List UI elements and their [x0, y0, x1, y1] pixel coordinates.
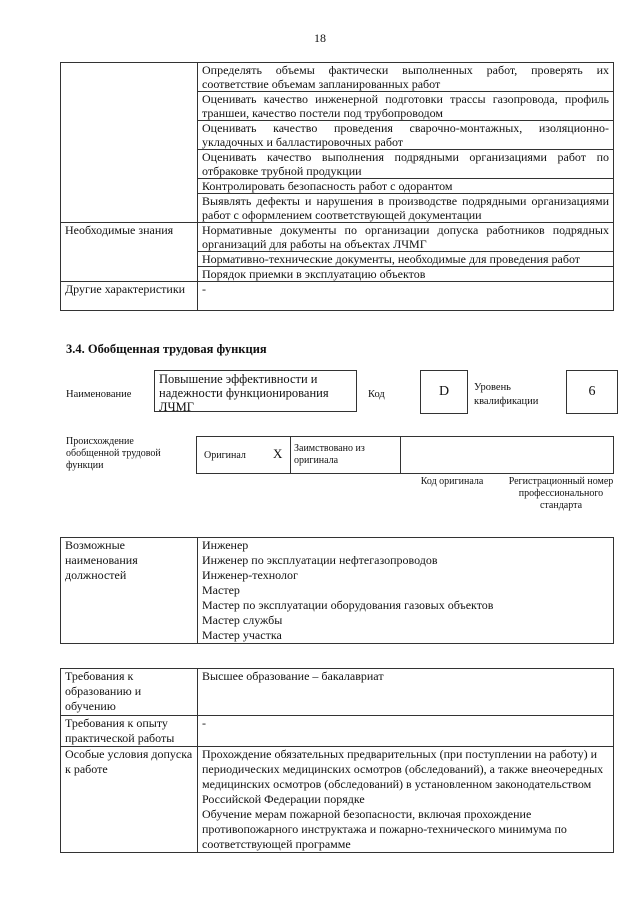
- requirements-table: [60, 668, 614, 853]
- name-label: Наименование: [66, 389, 132, 400]
- positions-table: [60, 537, 614, 644]
- skill-item: Оценивать качество выполнения подрядными организациями работ по отбраковке трубной продукции: [198, 150, 614, 179]
- education-key: Требования к образованию и обучению: [61, 669, 198, 716]
- code-original-label: Код оригинала: [420, 476, 484, 487]
- position-item: Мастер участка: [202, 628, 282, 642]
- level-value-box: [566, 370, 618, 414]
- function-name-value: Повышение эффективности и надежности функционирования ЛЧМГ: [159, 372, 329, 414]
- experience-value: -: [198, 716, 614, 747]
- position-item: Инженер по эксплуатации нефтегазопроводов: [202, 553, 438, 567]
- code-original-cell: [401, 437, 614, 473]
- code-value-box: [420, 370, 468, 414]
- origin-label: Происхождение обобщенной трудовой функции: [66, 436, 161, 471]
- skill-item: Оценивать качество проведения сварочно-монтажных, изоляционно-укладочных и балластировочных работ: [198, 121, 614, 150]
- page-number: 18: [314, 31, 326, 45]
- admission-item: Обучение мерам пожарной безопасности, включая прохождение противопожарного инструктажа и пожарно-технического минимума по соответствующей программе: [202, 807, 567, 851]
- code-label: Код: [368, 389, 385, 400]
- level-value: 6: [588, 384, 596, 399]
- skill-item: Выявлять дефекты и нарушения в производстве подрядными организациями работ с оформлением соответствующей документации: [198, 194, 614, 223]
- skill-item: Оценивать качество инженерной подготовки трассы газопровода, профиль траншеи, качество постели под трубопроводом: [198, 92, 614, 121]
- skills-key-cell: [61, 63, 198, 223]
- knowledge-key-cell: Необходимые знания: [61, 223, 198, 282]
- borrowed-label: Заимствовано из оригинала: [294, 443, 365, 466]
- borrowed-cell: [290, 437, 401, 473]
- position-item: Инженер-технолог: [202, 568, 298, 582]
- original-mark: X: [273, 446, 283, 461]
- position-item: Мастер по эксплуатации оборудования газовых объектов: [202, 598, 494, 612]
- knowledge-item: Нормативные документы по организации допуска работников подрядных организаций для работы на объектах ЛЧМГ: [198, 223, 614, 252]
- position-item: Инженер: [202, 538, 249, 552]
- experience-key: Требования к опыту практической работы: [61, 716, 198, 747]
- position-item: Мастер службы: [202, 613, 283, 627]
- positions-list: [198, 538, 614, 644]
- skill-item: Контролировать безопасность работ с одорантом: [198, 179, 614, 194]
- original-cell: [196, 437, 291, 473]
- knowledge-item: Порядок приемки в эксплуатацию объектов: [198, 267, 614, 282]
- admission-item: Прохождение обязательных предварительных (при поступлении на работу) и периодических медицинских осмотров (обследований), а также внеочередных медицинских осмотров (обследований) в установленном законодательством Российской Федерации порядке: [202, 747, 604, 806]
- positions-key: Возможные наименования должностей: [61, 538, 198, 644]
- function-name-box: [154, 370, 357, 412]
- origin-row: [196, 436, 614, 474]
- education-value: Высшее образование – бакалавриат: [198, 669, 614, 716]
- knowledge-item: Нормативно-технические документы, необходимые для проведения работ: [198, 252, 614, 267]
- skills-knowledge-table: [60, 62, 614, 311]
- reg-number-label: Регистрационный номер профессионального стандарта: [508, 476, 614, 511]
- section-title: 3.4. Обобщенная трудовая функция: [66, 342, 267, 356]
- other-characteristics-key: Другие характеристики: [61, 282, 198, 311]
- position-item: Мастер: [202, 583, 240, 597]
- level-label: Уровень квалификации: [474, 382, 539, 407]
- skill-item: Определять объемы фактически выполненных работ, проверять их соответствие объемам запланированных работ: [198, 63, 614, 92]
- code-value: D: [438, 384, 450, 399]
- admission-key: Особые условия допуска к работе: [61, 747, 198, 853]
- admission-values: [198, 747, 614, 853]
- original-label: Оригинал: [204, 450, 246, 461]
- other-characteristics-value: -: [198, 282, 614, 311]
